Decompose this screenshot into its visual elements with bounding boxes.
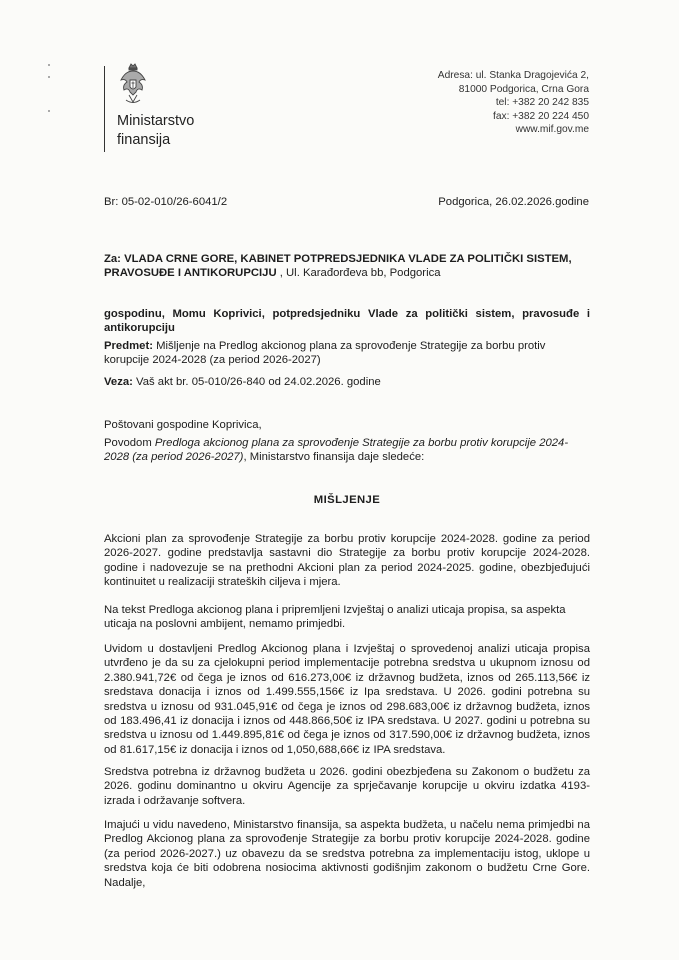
address-line: 81000 Podgorica, Crna Gora <box>458 83 589 95</box>
ministry-name <box>117 112 194 150</box>
recipient-address: , Ul. Karađorđeva bb, Podgorica <box>276 267 441 280</box>
recipient-org: VLADA CRNE GORE, KABINET POTPREDSJEDNIKA VLADE ZA POLITIČKI SISTEM, PRAVOSUĐE I ANTIKORUPCIJU <box>104 253 572 280</box>
phone-line: tel: +382 20 242 835 <box>495 97 589 109</box>
intro-post: , Ministarstvo finansija daje sledeće: <box>243 451 425 464</box>
opinion-heading: MIŠLJENJE <box>313 494 381 506</box>
recipient <box>104 252 590 281</box>
recipient-prefix: Za: <box>104 253 125 265</box>
intro-paragraph <box>104 436 590 465</box>
scan-speck <box>48 110 50 112</box>
header-divider <box>104 66 105 152</box>
scan-speck <box>48 64 50 66</box>
fax-line: fax: +382 20 224 450 <box>492 110 589 122</box>
intro-italic: Predloga akcionog plana za sprovođenje Strategije za borbu protiv korupcije 2024-2028 (za period 2026-2027) <box>104 437 569 464</box>
coat-of-arms-icon <box>118 62 148 106</box>
address-block <box>438 69 589 137</box>
reference-number: Br: 05-02-010/26-6041/2 <box>104 196 228 208</box>
paragraph-2: Na tekst Predloga akcionog plana i pripremljeni Izvještaj o analizi uticaja propisa, sa aspekta uticaja na poslovni ambijent, nemamo primjedbi. <box>104 604 566 631</box>
salutation: Poštovani gospodine Koprivica, <box>104 419 262 431</box>
paragraph-4: Sredstva potrebna iz državnog budžeta u 2026. godini obezbjeđena su Zakonom o budžetu za 2026. godinu dominantno u okviru Agencije za sprječavanje korupcije u okviru izdatka 4193- izrada i održavanje softvera. <box>104 766 590 807</box>
document-date: Podgorica, 26.02.2026.godine <box>438 196 589 208</box>
paragraph-3: Uvidom u dostavljeni Predlog Akcionog plana i Izvještaj o sprovedenoj analizi uticaja propisa utvrđeno je da su za cjelokupni period implementacije potrebna sredstva u ukupnom iznosu od 2.380.941,72€ od čega je iznos od 616.273,00€ iz državnog budžeta, iznos od 265.113,56€ iz sredstava donacija i iznos od 1.499.555,156€ iz Ipa sredstava. U 2026. godini potrebna su sredstva u iznosu od 931.045,91€ od čega je iznos od 298.683,00€ iz državnog budžeta, iznos od 183.496,41 iz donacija i iznos od 448.866,50€ iz IPA sredstava. U 2027. godini u potrebna su sredstva u iznosu od 1.449.895,81€ od čega je iznos od 317.590,00€ iz državnog budžeta, iznos od 81.617,15€ iz donacija i iznos od 1,050,688,66€ iz IPA sredstava. <box>104 643 590 756</box>
veza-label: Veza: <box>104 376 133 388</box>
subject <box>104 339 590 368</box>
scan-speck <box>48 76 50 78</box>
intro-pre: Povodom <box>104 437 155 449</box>
website-link[interactable]: www.mif.gov.me <box>515 124 589 136</box>
veza-text: Vaš akt br. 05-010/26-840 od 24.02.2026. godine <box>132 376 381 388</box>
recipient-person: gospodinu, Momu Koprivici, potpredsjedniku Vlade za politički sistem, pravosuđe i antikorupciju <box>104 308 590 335</box>
reference-link <box>104 375 590 389</box>
ministry-name-line1: Ministarstvo <box>117 113 195 129</box>
address-line: Adresa: ul. Stanka Dragojevića 2, <box>437 70 589 81</box>
ministry-name-line2: finansija <box>117 132 171 148</box>
subject-label: Predmet: <box>104 340 153 352</box>
paragraph-1: Akcioni plan za sprovođenje Strategije za borbu protiv korupcije 2024-2028. godine za period 2026-2027. godine predstavlja sastavni dio Strategije za borbu protiv korupcije 2024-2028. godine i nadovezuje se na prethodni Akcioni plan za period 2024-2025. godine, obezbjeđujući kontinuitet u realizaciji strateških ciljeva i mjera. <box>104 533 590 589</box>
paragraph-5: Imajući u vidu navedeno, Ministarstvo finansija, sa aspekta budžeta, u načelu nema primjedbi na Predlog Akcionog plana za sprovođenje Strategije za borbu protiv korupcije 2024-2028. godine (za period 2026-2027.) uz obavezu da se sredstva potrebna za implementaciju istog, uklope u sredstva koja će biti odobrena nosiocima aktivnosti godišnjim zakonom o budžetu Crne Gore. Nadalje, <box>104 819 590 889</box>
subject-text: Mišljenje na Predlog akcionog plana za sprovođenje Strategije za borbu protiv korupcije 2024-2028 (za period 2026-2027) <box>104 340 546 367</box>
